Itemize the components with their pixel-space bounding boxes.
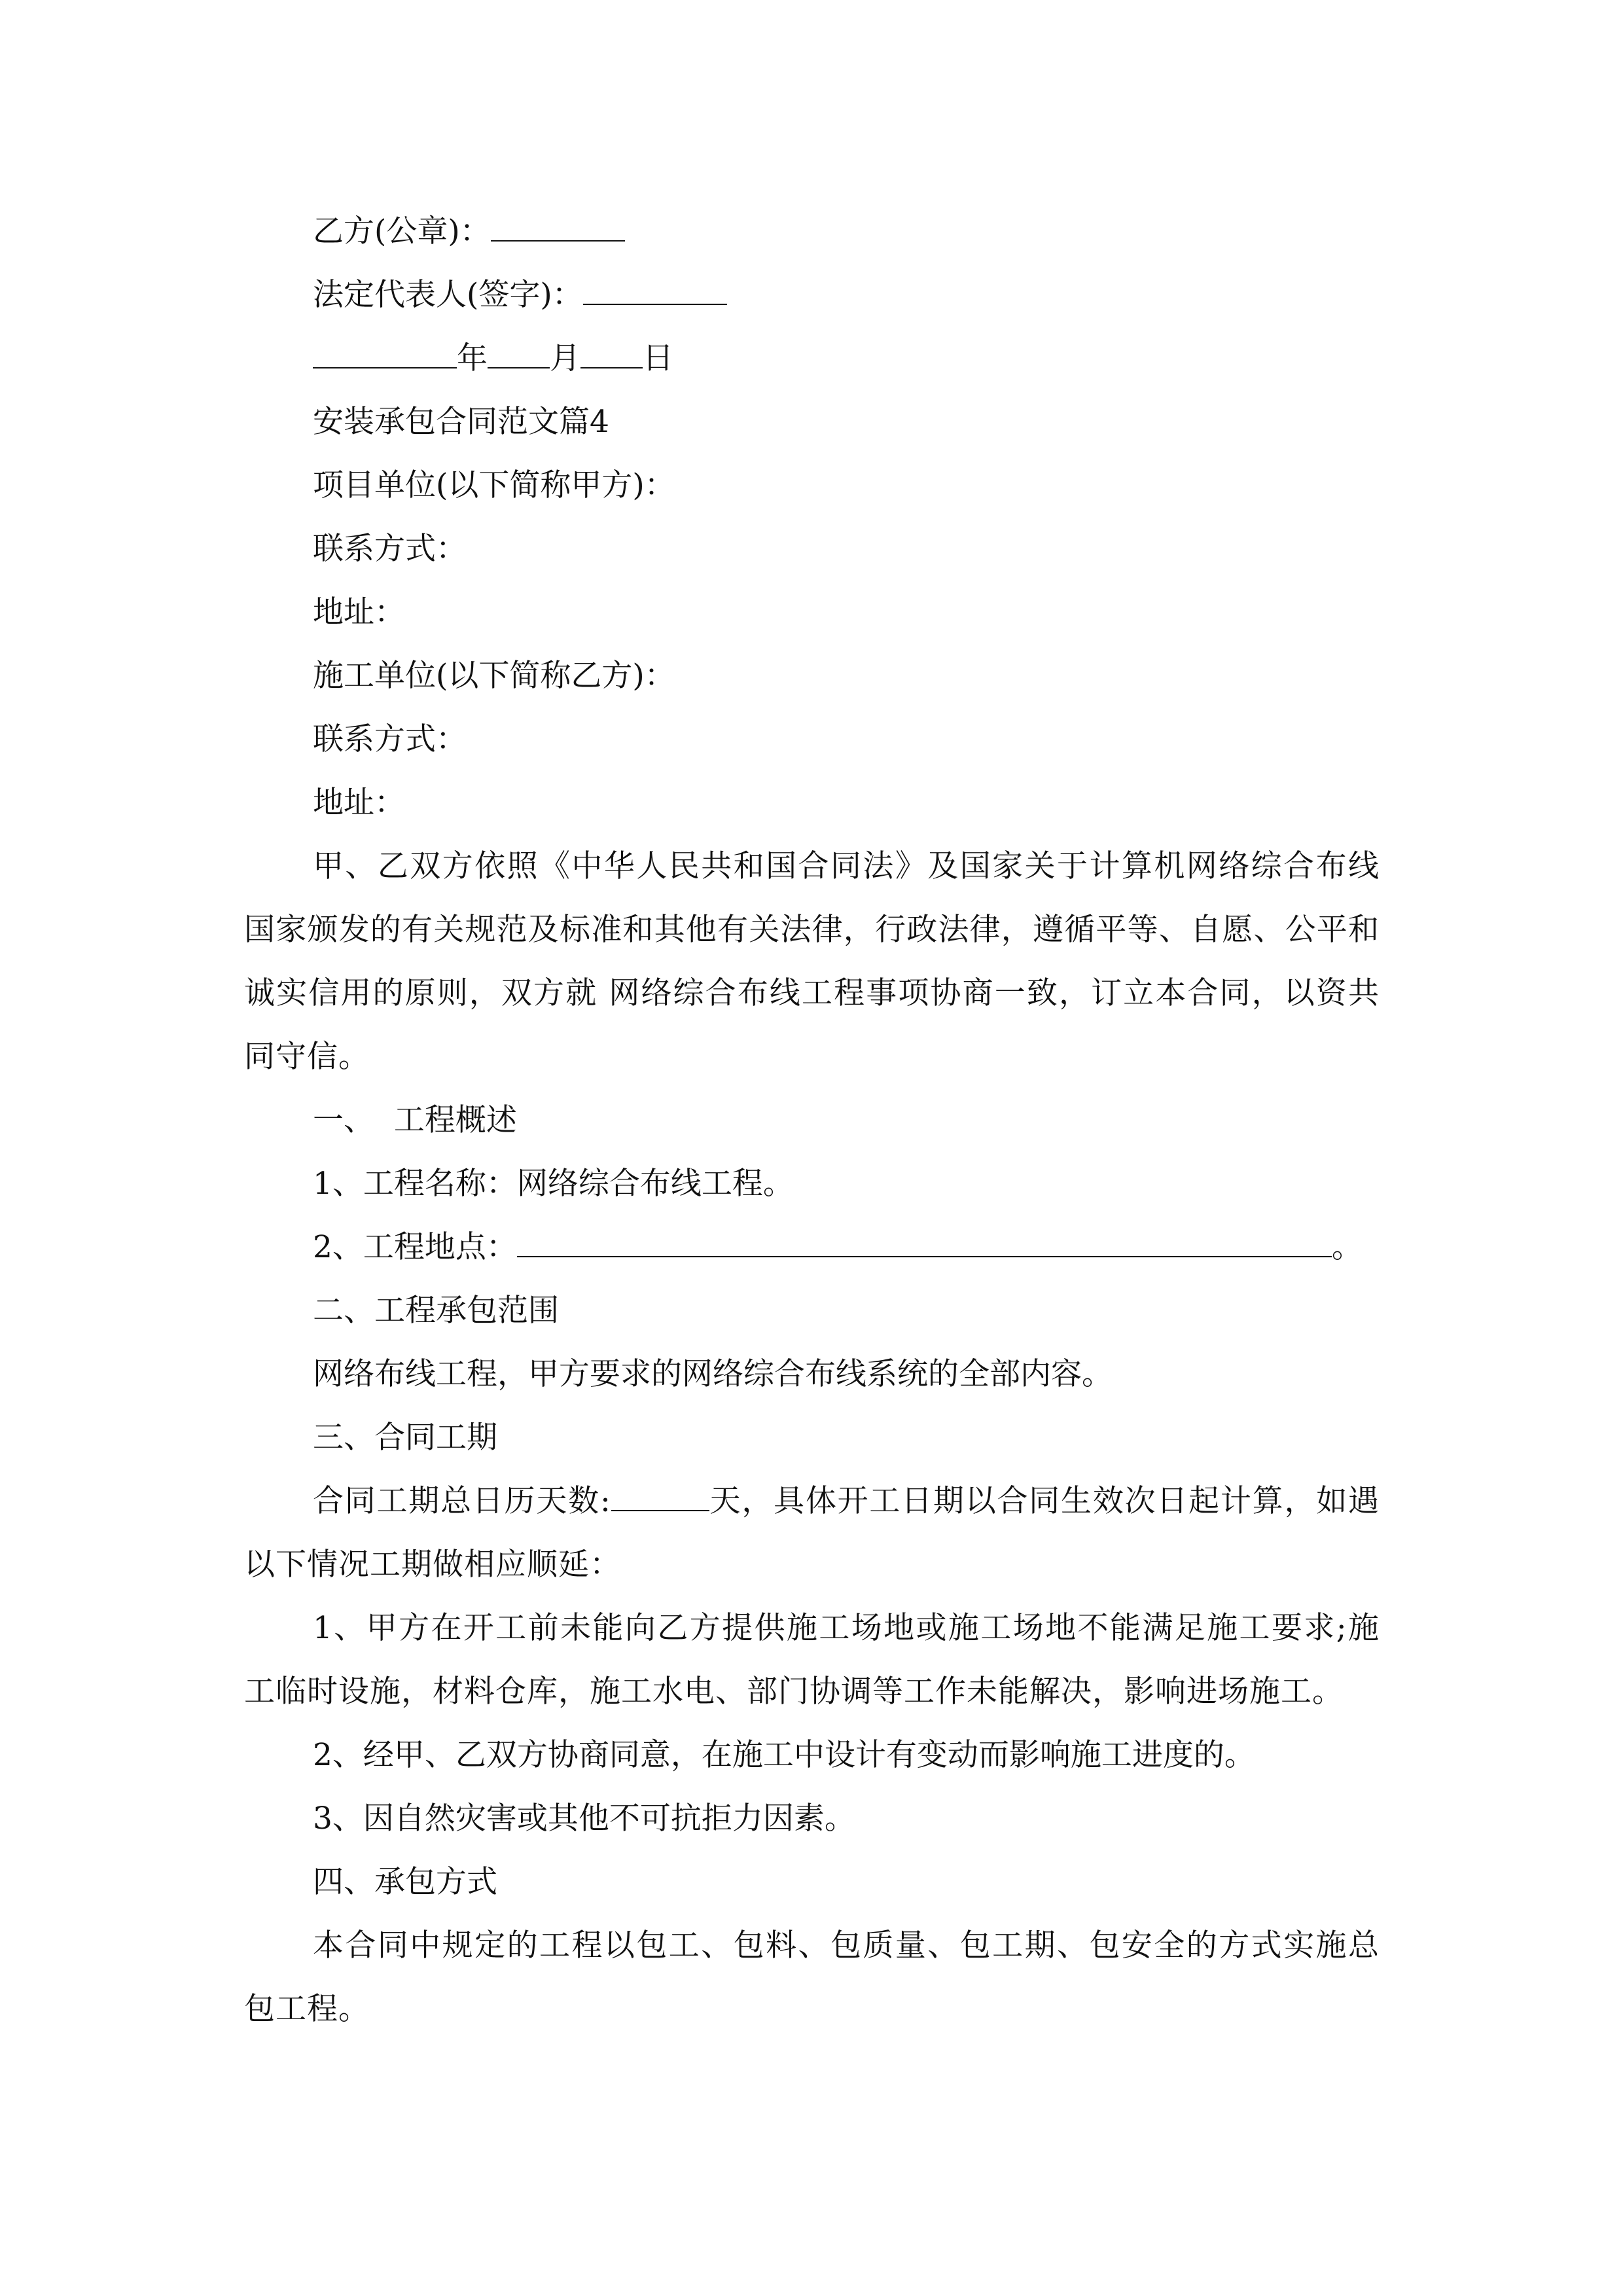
section4-body: 本合同中规定的工程以包工、包料、包质量、包工期、包安全的方式实施总包工程。 [244,1928,1380,2027]
intro-paragraph: 甲、乙双方依照《中华人民共和国合同法》及国家关于计算机网络综合布线国家颁发的有关规范及标准和其他有关法律，行政法律，遵循平等、自愿、公平和诚实信用的原则，双方就 网络综合布线工程事项协商一致，订立本合同，以资共同守信。 [244,848,1380,1075]
section2-heading: 二、工程承包范围 [313,1293,559,1329]
party-b-seal-line [244,200,1380,263]
party-b-address: 地址： [313,785,405,821]
party-b-contact: 联系方式： [313,721,467,757]
duration-label: 合同工期总日历天数: [313,1483,611,1519]
section4-heading: 四、承包方式 [313,1864,497,1900]
party-a-unit: 项目单位(以下简称甲方)： [313,467,675,503]
year-label: 年 [457,340,488,376]
section1-item1: 1、工程名称：网络综合布线工程。 [313,1166,794,1202]
document-body [244,200,1380,2041]
day-label: 日 [643,340,673,376]
legal-rep-line [244,263,1380,327]
project-location-blank [517,1222,1332,1257]
document-title: 安装承包合同范文篇4 [313,404,609,440]
party-a-contact: 联系方式： [313,531,467,567]
project-location-end: 。 [1331,1229,1363,1265]
section1-heading: 一、 工程概述 [313,1102,517,1138]
section3-heading: 三、合同工期 [313,1420,497,1456]
section3-item1: 1、甲方在开工前未能向乙方提供施工场地或施工场地不能满足施工要求;施工临时设施，材料仓库，施工水电、部门协调等工作未能解决，影响进场施工。 [244,1610,1380,1710]
section2-body: 网络布线工程，甲方要求的网络综合布线系统的全部内容。 [313,1356,1113,1392]
party-b-unit: 施工单位(以下简称乙方)： [313,658,675,694]
project-location-label: 2、工程地点： [313,1229,517,1265]
year-blank [313,333,457,368]
month-blank [488,333,550,368]
party-b-seal-blank [491,206,625,242]
section3-item2: 2、经甲、乙双方协商同意，在施工中设计有变动而影响施工进度的。 [313,1737,1255,1773]
day-blank [580,333,643,368]
duration-blank [611,1476,709,1511]
month-label: 月 [550,340,580,376]
section3-body [244,1469,1380,1596]
party-a-address: 地址： [313,594,405,630]
legal-rep-blank [583,270,727,305]
legal-rep-label: 法定代表人(签字)： [313,277,583,313]
section1-item2 [244,1215,1380,1279]
duration-text: 天，具体开工日期以合同生效次日起计算，如遇以下情况工期做相应顺延： [244,1483,1380,1583]
section3-item3: 3、因自然灾害或其他不可抗拒力因素。 [313,1801,855,1837]
party-b-seal-label: 乙方(公章)： [313,213,491,249]
date-line [244,327,1380,390]
